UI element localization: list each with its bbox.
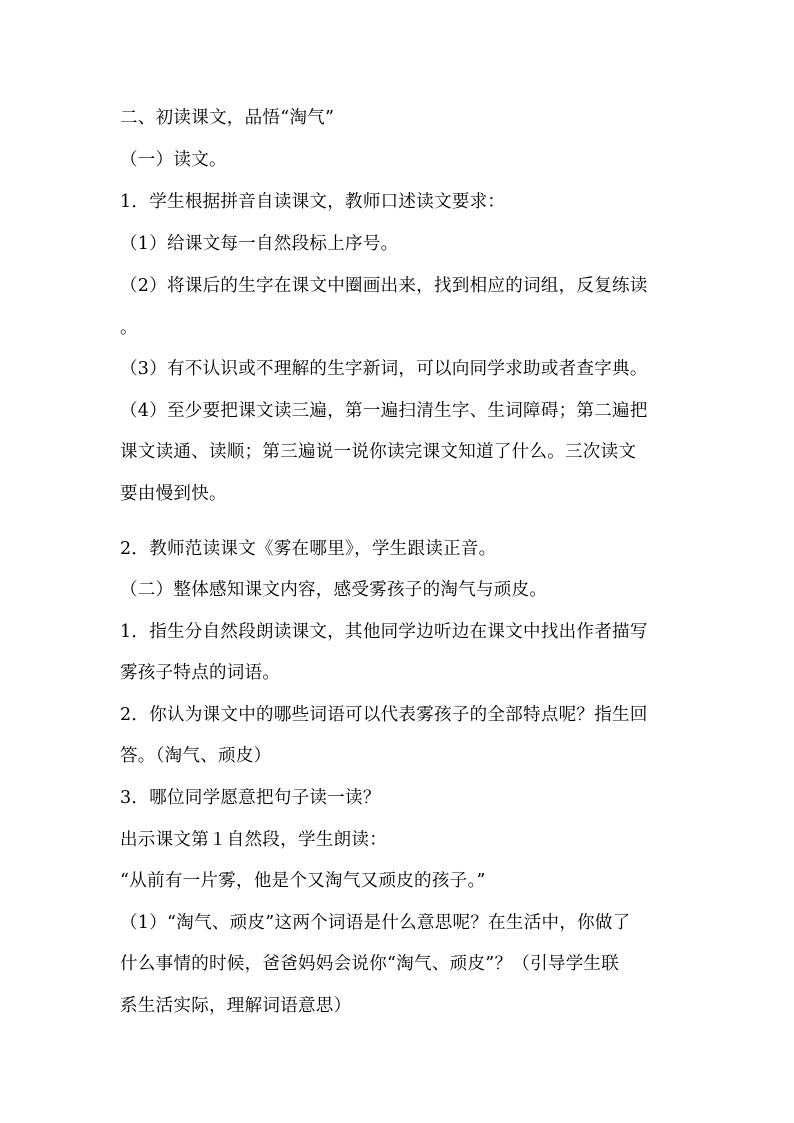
- paragraph-line: 1．学生根据拼音自读课文，教师口述读文要求：: [120, 192, 506, 212]
- paragraph-line: （1）“淘气、顽皮”这两个词语是什么意思呢？在生活中，你做了: [120, 913, 631, 933]
- paragraph-line: 答。（淘气、顽皮）: [120, 746, 272, 766]
- paragraph-line: 什么事情的时候，爸爸妈妈会说你“淘气、顽皮”？（引导学生联: [120, 954, 620, 974]
- subsection-heading: （二）整体感知课文内容，感受雾孩子的淘气与顽皮。: [120, 580, 548, 600]
- paragraph-line: 3．哪位同学愿意把句子读一读？: [120, 788, 381, 808]
- paragraph-line: 出示课文第１自然段，学生朗读：: [120, 830, 387, 850]
- paragraph-line: 课文读通、读顺；第三遍说一说你读完课文知道了什么。三次读文: [120, 442, 637, 462]
- paragraph-line: 系生活实际，理解词语意思）: [120, 996, 352, 1016]
- paragraph-line: 要由慢到快。: [120, 484, 227, 504]
- paragraph-line: （3）有不认识或不理解的生字新词，可以向同学求助或者查字典。: [120, 359, 648, 379]
- paragraph-line: （1）给课文每一自然段标上序号。: [120, 234, 399, 254]
- paragraph-line: （2）将课后的生字在课文中圈画出来，找到相应的词组，反复练读: [120, 276, 648, 296]
- paragraph-line: 2．教师范读课文《雾在哪里》，学生跟读正音。: [120, 539, 497, 559]
- section-heading: 二、初读课文，品悟“淘气”: [120, 108, 335, 128]
- paragraph-line: （4）至少要把课文读三遍，第一遍扫清生字、生词障碍；第二遍把: [120, 401, 648, 421]
- paragraph-line: 。: [120, 318, 138, 338]
- subsection-heading: （一）读文。: [120, 150, 227, 170]
- quotation-line: “从前有一片雾，他是个又淘气又顽皮的孩子。”: [120, 871, 486, 891]
- paragraph-line: 雾孩子特点的词语。: [120, 663, 281, 683]
- paragraph-line: 1．指生分自然段朗读课文，其他同学边听边在课文中找出作者描写: [120, 622, 648, 642]
- paragraph-line: 2．你认为课文中的哪些词语可以代表雾孩子的全部特点呢？指生回: [120, 705, 648, 725]
